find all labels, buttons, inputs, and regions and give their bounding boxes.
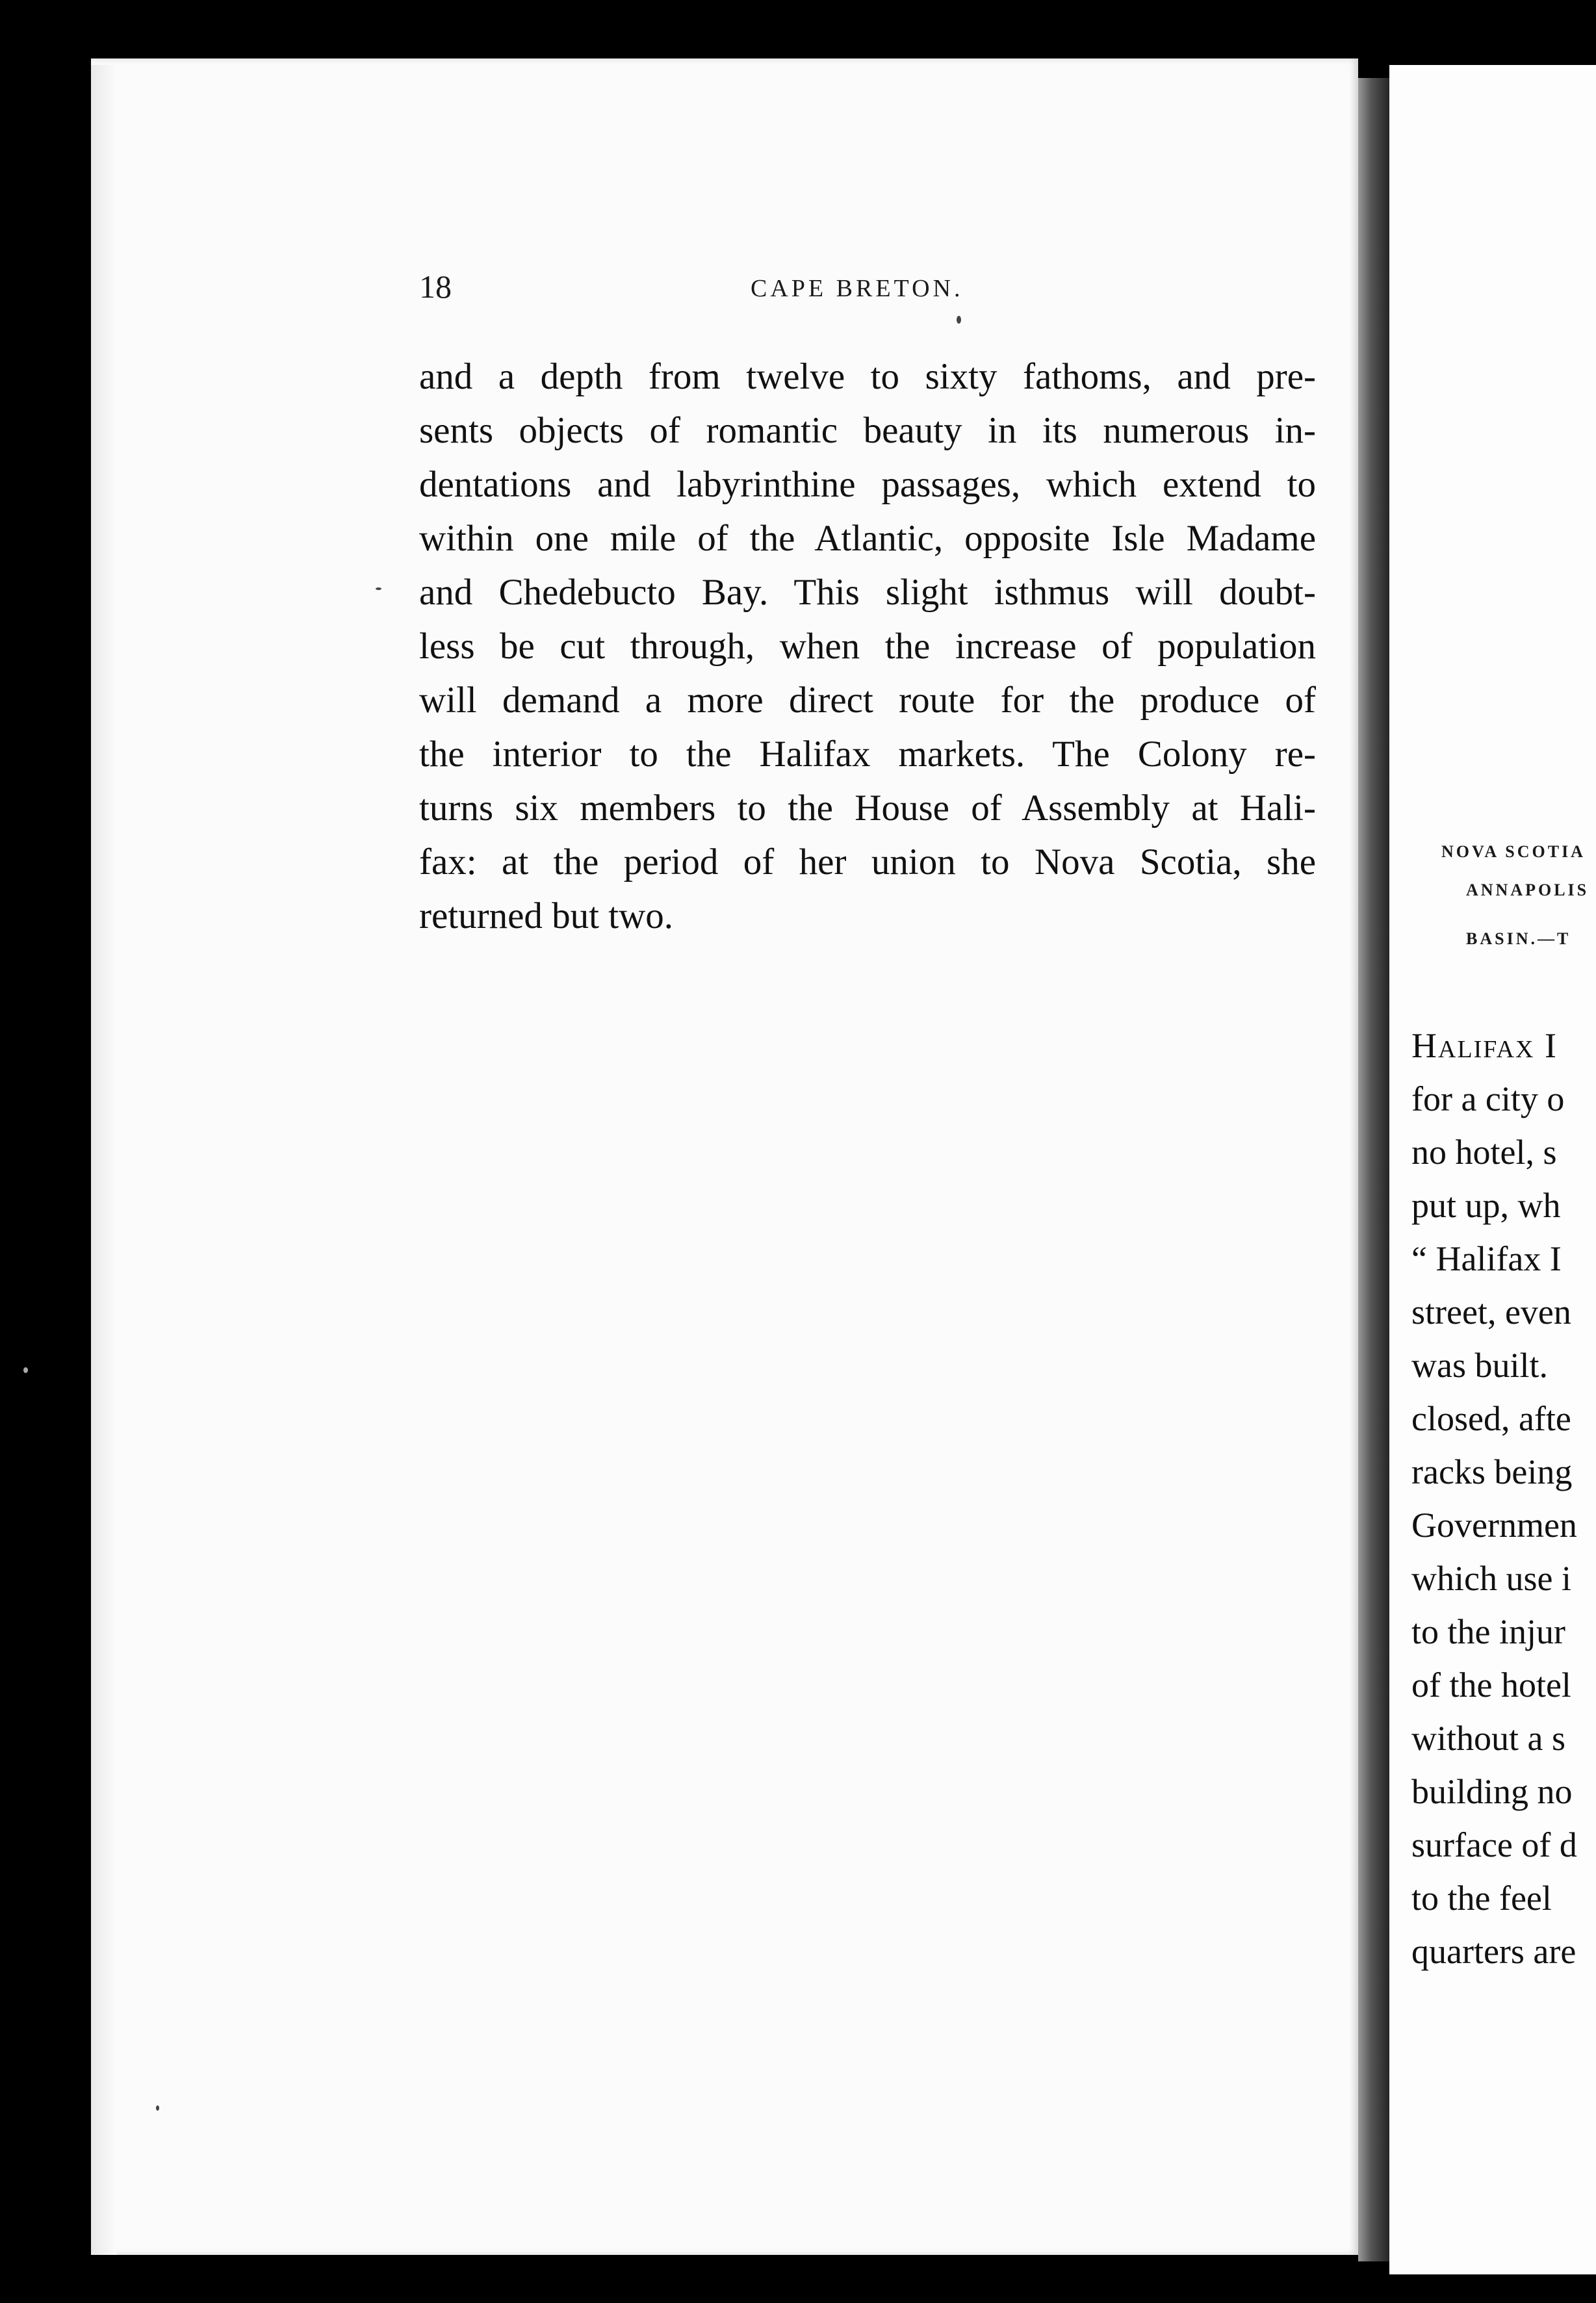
text-line: was built. xyxy=(1411,1346,1548,1385)
text-line: put up, wh xyxy=(1411,1186,1561,1225)
text-line: will demand a more direct route for the produce of xyxy=(419,680,1316,721)
text-line: sents objects of romantic beauty in its numerous in- xyxy=(419,410,1316,451)
body-paragraph xyxy=(419,350,1316,943)
text-line: street, even xyxy=(1411,1293,1571,1332)
right-page-text xyxy=(1411,1019,1596,1978)
text-line: building no xyxy=(1411,1772,1573,1811)
scan-speck xyxy=(23,1367,28,1373)
page-number: 18 xyxy=(419,268,452,305)
page-edge-shading xyxy=(91,65,117,2255)
text-line: which use i xyxy=(1411,1559,1571,1598)
scan-speck xyxy=(957,316,961,324)
text-line: fax: at the period of her union to Nova Scotia, she xyxy=(419,842,1316,882)
text-line: racks being xyxy=(1411,1452,1573,1491)
scan-speck xyxy=(376,587,381,590)
text-line: within one mile of the Atlantic, opposite Isle Madame xyxy=(419,518,1316,559)
text-line: to the injur xyxy=(1411,1612,1565,1651)
text-line: “ Halifax I xyxy=(1411,1239,1562,1278)
text-line: Halifax I xyxy=(1411,1026,1558,1065)
running-head xyxy=(419,268,1316,313)
text-line: and a depth from twelve to sixty fathoms, and pre- xyxy=(419,356,1316,397)
text-line: less be cut through, when the increase of population xyxy=(419,626,1316,667)
text-line: dentations and labyrinthine passages, which extend to xyxy=(419,464,1316,505)
text-line: for a city o xyxy=(1411,1079,1565,1118)
text-line: Governmen xyxy=(1411,1506,1577,1545)
text-line: to the feel xyxy=(1411,1879,1552,1918)
chapter-summary-line: ANNAPOLIS xyxy=(1466,881,1590,899)
book-gutter-shadow xyxy=(1358,78,1391,2261)
scan-speck xyxy=(156,2105,159,2111)
text-line: closed, afte xyxy=(1411,1399,1571,1438)
text-line: returned but two. xyxy=(419,895,673,936)
text-line: turns six members to the House of Assembly at Hali- xyxy=(419,788,1316,829)
running-head-title: CAPE BRETON. xyxy=(751,275,964,302)
text-line: and Chedebucto Bay. This slight isthmus will doubt- xyxy=(419,572,1316,613)
text-line: of the hotel xyxy=(1411,1666,1571,1705)
text-line: quarters are xyxy=(1411,1932,1577,1971)
text-line: surface of d xyxy=(1411,1825,1577,1864)
chapter-summary-line: NOVA SCOTIA xyxy=(1441,842,1586,861)
chapter-summary-line: BASIN.—T xyxy=(1466,929,1571,948)
text-line: no hotel, s xyxy=(1411,1133,1557,1172)
text-line: without a s xyxy=(1411,1719,1565,1758)
text-line: the interior to the Halifax markets. The Colony re- xyxy=(419,734,1316,775)
